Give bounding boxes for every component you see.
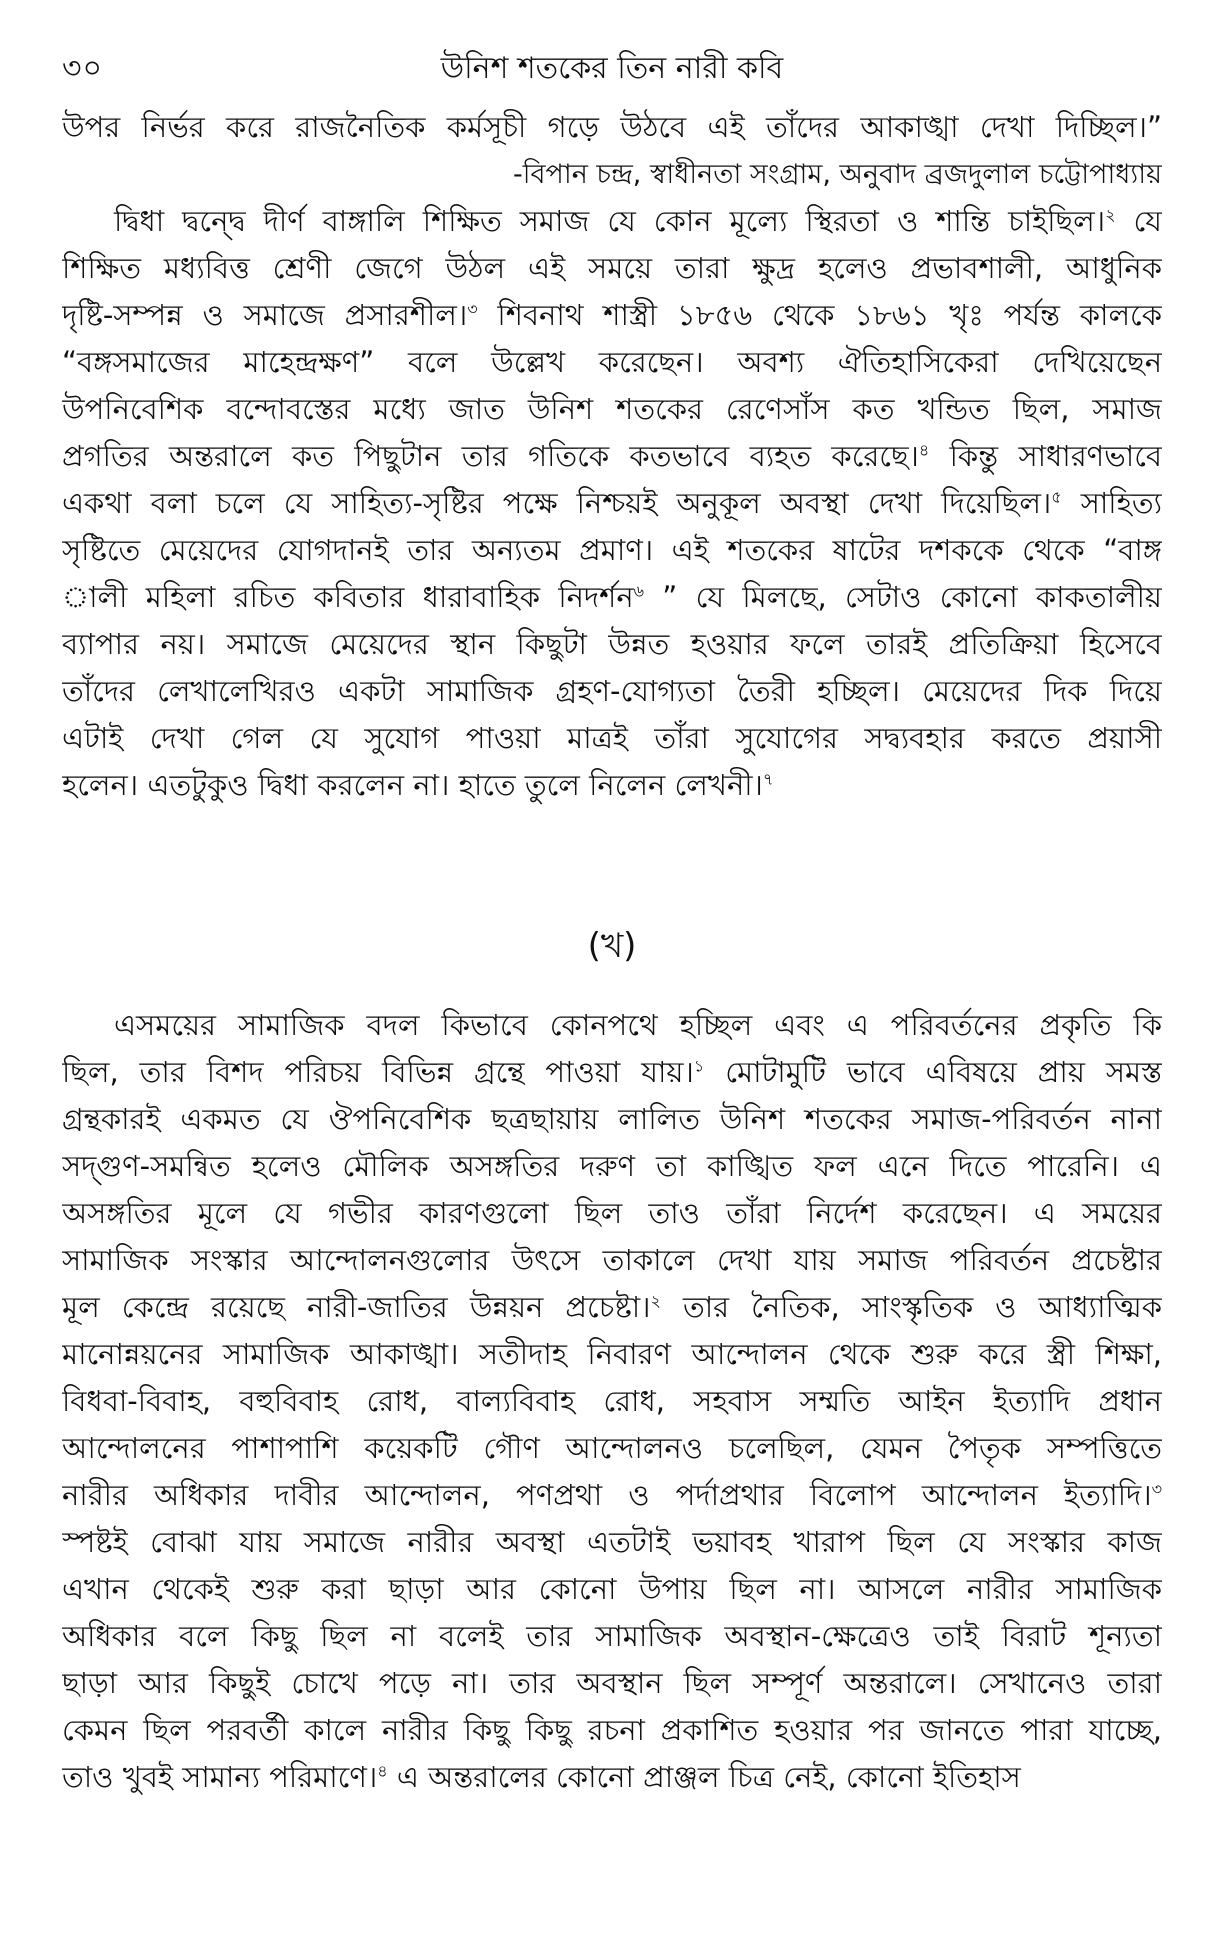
line-text: স্পষ্টই বোঝা যায় সমাজে নারীর অবস্থা এতটাই ভয়াবহ খারাপ ছিল যে সংস্কার কাজ bbox=[62, 1525, 1162, 1559]
footnote-marker: ২ bbox=[650, 1291, 661, 1311]
line-text: এখান থেকেই শুরু করা ছাড়া আর কোনো উপায় ছিল না। আসলে নারীর সামাজিক bbox=[62, 1572, 1162, 1606]
section-b-body bbox=[62, 1002, 1162, 1801]
text-line bbox=[62, 245, 1162, 292]
text-line bbox=[62, 1707, 1162, 1754]
text-line bbox=[62, 1237, 1162, 1284]
text-line bbox=[62, 1472, 1162, 1519]
line-text: গ্রন্থকারই একমত যে ঔপনিবেশিক ছত্রছায়ায় লালিত উনিশ শতকের সমাজ-পরিবর্তন নানা bbox=[62, 1102, 1162, 1136]
section-a-paragraph bbox=[62, 198, 1162, 809]
text-line bbox=[62, 1284, 1162, 1331]
line-text: এসময়ের সামাজিক বদল কিভাবে কোনপথে হচ্ছিল এবং এ পরিবর্তনের প্রকৃতি কি bbox=[114, 1008, 1162, 1042]
line-text-continued: এ অন্তরালের কোনো প্রাঞ্জল চিত্র নেই, কোনো ইতিহাস bbox=[387, 1760, 1021, 1794]
line-text: ালী মহিলা রচিত কবিতার ধারাবাহিক নিদর্শন bbox=[62, 580, 634, 614]
page-number: ৩০ bbox=[62, 51, 104, 86]
text-line bbox=[62, 1566, 1162, 1613]
footnote-marker: ৬ bbox=[633, 581, 645, 601]
text-line bbox=[62, 1660, 1162, 1707]
text-line bbox=[62, 1519, 1162, 1566]
section-b-paragraph bbox=[62, 1002, 1162, 1801]
text-line bbox=[62, 1425, 1162, 1472]
line-text: নারীর অধিকার দাবীর আন্দোলন, পণপ্রথা ও পর্দাপ্রথার বিলোপ আন্দোলন ইত্যাদি। bbox=[62, 1478, 1152, 1512]
line-text: “বঙ্গসমাজের মাহেন্দ্রক্ষণ” বলে উল্লেখ করেছেন। অবশ্য ঐতিহাসিকেরা দেখিয়েছেন bbox=[62, 345, 1162, 379]
line-text: ছাড়া আর কিছুই চোখে পড়ে না। তার অবস্থান ছিল সম্পূর্ণ অন্তরালে। সেখানেও তারা bbox=[62, 1666, 1162, 1700]
text-line bbox=[62, 339, 1162, 386]
footnote-marker: ১ bbox=[693, 1056, 705, 1076]
line-text-continued: তার নৈতিক, সাংস্কৃতিক ও আধ্যাত্মিক bbox=[660, 1290, 1162, 1324]
line-text-continued: শিবনাথ শাস্ত্রী ১৮৫৬ থেকে ১৮৬১ খৃঃ পর্যন্ত কালকে bbox=[477, 298, 1162, 332]
quote-citation: -বিপান চন্দ্র, স্বাধীনতা সংগ্রাম, অনুবাদ ব্রজদুলাল চট্টোপাধ্যায় bbox=[513, 159, 1162, 190]
text-line bbox=[62, 527, 1162, 574]
text-line bbox=[62, 433, 1162, 480]
text-line bbox=[62, 292, 1162, 339]
text-line bbox=[62, 1143, 1162, 1190]
footnote-marker: ২ bbox=[1105, 205, 1116, 225]
text-line bbox=[62, 1002, 1162, 1049]
text-line bbox=[62, 1096, 1162, 1143]
running-title: উনিশ শতকের তিন নারী কবি bbox=[440, 51, 784, 86]
line-text: আন্দোলনের পাশাপাশি কয়েকটি গৌণ আন্দোলনও চলেছিল, যেমন পৈতৃক সম্পত্তিতে bbox=[62, 1431, 1162, 1465]
footnote-marker: ৩ bbox=[467, 299, 478, 319]
line-text: উপনিবেশিক বন্দোবস্তের মধ্যে জাত উনিশ শতকের রেণেসাঁস কত খন্ডিত ছিল, সমাজ bbox=[62, 392, 1162, 426]
footnote-marker: ৭ bbox=[762, 769, 774, 789]
text-line bbox=[62, 574, 1162, 621]
text-line bbox=[62, 1049, 1162, 1096]
line-text: একথা বলা চলে যে সাহিত্য-সৃষ্টির পক্ষে নিশ্চয়ই অনুকূল অবস্থা দেখা দিয়েছিল। bbox=[62, 486, 1052, 520]
line-text-continued: কিন্তু সাধারণভাবে bbox=[929, 439, 1162, 473]
text-line bbox=[62, 621, 1162, 668]
line-text: এটাই দেখা গেল যে সুযোগ পাওয়া মাত্রই তাঁরা সুযোগের সদ্ব্যবহার করতে প্রয়াসী bbox=[62, 721, 1162, 755]
line-text: মূল কেন্দ্রে রয়েছে নারী-জাতির উন্নয়ন প্রচেষ্টা। bbox=[62, 1290, 651, 1324]
line-text: শিক্ষিত মধ্যবিত্ত শ্রেণী জেগে উঠল এই সময়ে তারা ক্ষুদ্র হলেও প্রভাবশালী, আধুনিক bbox=[62, 251, 1162, 285]
line-text: তাঁদের লেখালেখিরও একটা সামাজিক গ্রহণ-যোগ্যতা তৈরী হচ্ছিল। মেয়েদের দিক দিয়ে bbox=[62, 674, 1162, 708]
text-line bbox=[62, 668, 1162, 715]
text-line bbox=[62, 1754, 1162, 1801]
section-heading: (খ) bbox=[587, 926, 637, 966]
line-text: অসঙ্গতির মূলে যে গভীর কারণগুলো ছিল তাও তাঁরা নির্দেশ করেছেন। এ সময়ের bbox=[62, 1196, 1162, 1230]
text-line bbox=[62, 1378, 1162, 1425]
text-line bbox=[62, 1331, 1162, 1378]
line-text: অধিকার বলে কিছু ছিল না বলেই তার সামাজিক অবস্থান-ক্ষেত্রেও তাই বিরাট শূন্যতা bbox=[62, 1619, 1162, 1653]
footnote-marker: ৪ bbox=[918, 440, 930, 460]
line-text-continued: ” যে মিলছে, সেটাও কোনো কাকতালীয় bbox=[644, 580, 1162, 614]
line-text: মানোন্নয়নের সামাজিক আকাঙ্খা। সতীদাহ নিবারণ আন্দোলন থেকে শুরু করে স্ত্রী শিক্ষা, bbox=[62, 1337, 1162, 1371]
text-line bbox=[62, 762, 1162, 809]
footnote-marker: ৩ bbox=[1151, 1479, 1162, 1499]
line-text: সামাজিক সংস্কার আন্দোলনগুলোর উৎসে তাকালে দেখা যায় সমাজ পরিবর্তন প্রচেষ্টার bbox=[62, 1243, 1162, 1277]
text-line bbox=[62, 198, 1162, 245]
line-text: তাও খুবই সামান্য পরিমাণে। bbox=[62, 1760, 378, 1794]
line-text-continued: মোটামুটি ভাবে এবিষয়ে প্রায় সমস্ত bbox=[704, 1055, 1162, 1089]
page-header bbox=[62, 44, 1162, 94]
line-text: সদ্‌গুণ-সমন্বিত হলেও মৌলিক অসঙ্গতির দরুণ তা কাঙ্খিত ফল এনে দিতে পারেনি। এ bbox=[62, 1149, 1162, 1183]
text-line bbox=[62, 715, 1162, 762]
line-text: কেমন ছিল পরবর্তী কালে নারীর কিছু কিছু রচনা প্রকাশিত হওয়ার পর জানতে পারা যাচ্ছে, bbox=[62, 1713, 1162, 1747]
line-text: সৃষ্টিতে মেয়েদের যোগদানই তার অন্যতম প্রমাণ। এই শতকের ষাটের দশককে থেকে “বাঙ্গ bbox=[62, 533, 1162, 567]
line-text: বিধবা-বিবাহ, বহুবিবাহ রোধ, বাল্যবিবাহ রোধ, সহবাস সম্মতি আইন ইত্যাদি প্রধান bbox=[62, 1384, 1162, 1418]
section-a-body bbox=[62, 104, 1162, 809]
text-line bbox=[62, 480, 1162, 527]
footnote-marker: ৪ bbox=[377, 1761, 388, 1781]
quote-end-line: উপর নির্ভর করে রাজনৈতিক কর্মসূচী গড়ে উঠবে এই তাঁদের আকাঙ্খা দেখা দিচ্ছিল।” bbox=[62, 110, 1162, 144]
line-text: দ্বিধা দ্বন্দ্বে দীর্ণ বাঙ্গালি শিক্ষিত সমাজ যে কোন মূল্যে স্থিরতা ও শান্তি চাইছিল। bbox=[114, 204, 1106, 238]
line-text-continued: সাহিত্য bbox=[1061, 486, 1162, 520]
line-text: ছিল, তার বিশদ পরিচয় বিভিন্ন গ্রন্থে পাওয়া যায়। bbox=[62, 1055, 694, 1089]
line-text: প্রগতির অন্তরালে কত পিছুটান তার গতিকে কতভাবে ব্যহত করেছে। bbox=[62, 439, 919, 473]
line-text-continued: যে bbox=[1115, 204, 1162, 238]
line-text: দৃষ্টি-সম্পন্ন ও সমাজে প্রসারশীল। bbox=[62, 298, 468, 332]
line-text: ব্যাপার নয়। সমাজে মেয়েদের স্থান কিছুটা উন্নত হওয়ার ফলে তারই প্রতিক্রিয়া হিসেবে bbox=[62, 627, 1162, 661]
text-line bbox=[62, 1613, 1162, 1660]
line-text: হলেন। এতটুকুও দ্বিধা করলেন না। হাতে তুলে নিলেন লেখনী। bbox=[62, 768, 763, 802]
text-line bbox=[62, 386, 1162, 433]
footnote-marker: ৫ bbox=[1051, 487, 1062, 507]
text-line bbox=[62, 1190, 1162, 1237]
